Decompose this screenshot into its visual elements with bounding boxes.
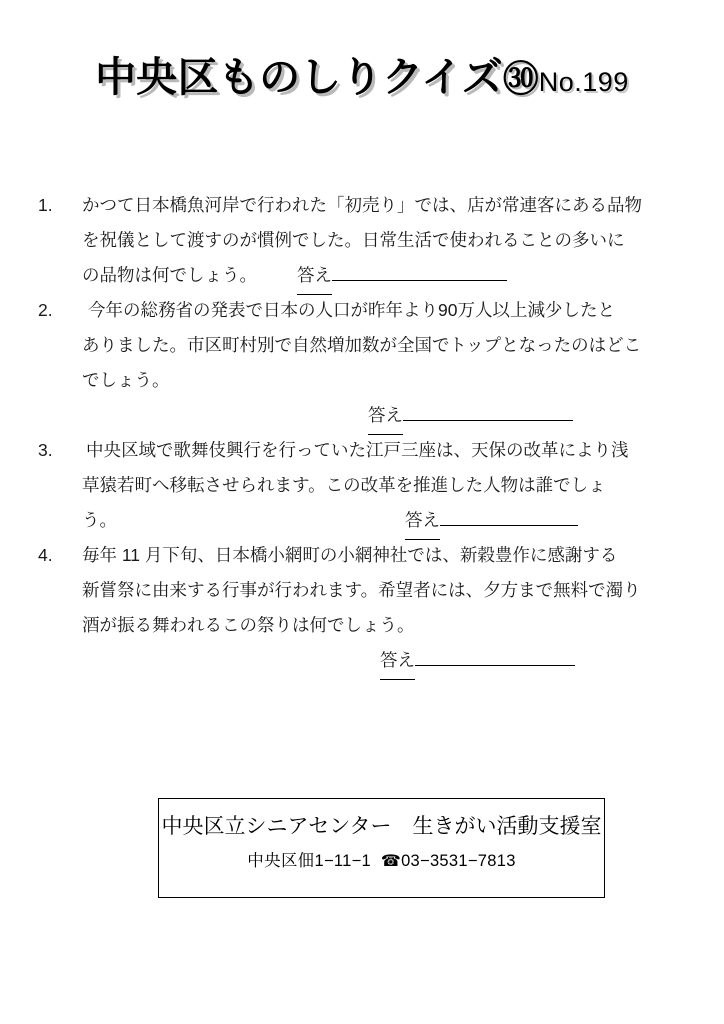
answer-row-2 <box>82 398 690 433</box>
issue-circled-number: ㉚ <box>502 58 539 99</box>
question-1-line-2: を祝儀として渡すのが慣例でした。日常生活で使われることの多いに <box>82 230 625 250</box>
question-item-2 <box>38 293 690 433</box>
answer-field-3[interactable] <box>405 503 578 540</box>
footer-organization: 中央区立シニアセンター 生きがい活動支援室 <box>161 815 602 838</box>
question-number-4: 4. <box>38 545 53 565</box>
page-title <box>0 44 724 103</box>
answer-label-4: 答え <box>380 643 415 680</box>
question-1-line-3 <box>82 258 690 293</box>
answer-rule-4[interactable] <box>415 646 575 666</box>
footer-contact-line <box>159 849 604 874</box>
question-1-line-1: かつて日本橋魚河岸で行われた「初売り」では、店が常連客にある品物 <box>82 195 642 215</box>
footer-contact-box <box>158 798 605 898</box>
question-number-2: 2. <box>38 300 53 320</box>
question-body-4 <box>82 538 690 678</box>
footer-address: 中央区佃1−11−1 <box>247 852 372 870</box>
question-3-line-3-text: う。 <box>82 510 117 530</box>
question-4-line-1: 毎年 11 月下旬、日本橋小網町の小網神社では、新穀豊作に感謝する <box>82 545 618 565</box>
answer-label-2: 答え <box>368 398 403 435</box>
question-3-line-3 <box>82 503 690 538</box>
answer-row-4 <box>82 643 690 678</box>
page-title-text: 中央区ものしりクイズ <box>95 54 503 100</box>
question-3-line-1: 中央区域で歌舞伎興行を行っていた江戸三座は、天保の改革により浅 <box>86 440 629 460</box>
telephone-icon: ☎ <box>380 853 402 870</box>
question-4-line-2: 新嘗祭に由来する行事が行われます。希望者には、夕方まで無料で濁り <box>82 580 641 600</box>
question-body-3 <box>82 433 690 538</box>
answer-rule-2[interactable] <box>403 401 573 421</box>
question-3-line-2: 草猿若町へ移転させられます。この改革を推進した人物は誰でしょ <box>82 475 606 495</box>
question-list <box>38 188 690 678</box>
question-body-1 <box>82 188 690 293</box>
issue-number: No.199 <box>538 67 629 97</box>
answer-field-2[interactable] <box>368 398 573 435</box>
question-number-3: 3. <box>38 440 53 460</box>
question-item-3 <box>38 433 690 538</box>
question-2-line-1: 今年の総務省の発表で日本の人口が昨年より90万人以上減少したと <box>88 300 615 320</box>
question-item-4 <box>38 538 690 678</box>
question-4-line-3: 酒が振る舞われるこの祭りは何でしょう。 <box>82 615 415 635</box>
answer-field-1[interactable] <box>297 258 507 295</box>
answer-field-4[interactable] <box>380 643 575 680</box>
answer-rule-3[interactable] <box>440 506 578 526</box>
question-2-line-2: ありました。市区町村別で自然増加数が全国でトップとなったのはどこ <box>82 335 642 355</box>
answer-label-1: 答え <box>297 258 332 295</box>
answer-label-3: 答え <box>405 503 440 540</box>
question-item-1 <box>38 188 690 293</box>
answer-rule-1[interactable] <box>332 261 507 281</box>
question-body-2 <box>82 293 690 433</box>
question-number-1: 1. <box>38 195 53 215</box>
question-2-line-3: でしょう。 <box>82 370 170 390</box>
question-1-line-3-text: の品物は何でしょう。 <box>82 265 257 285</box>
footer-telephone: 03−3531−7813 <box>401 852 516 870</box>
